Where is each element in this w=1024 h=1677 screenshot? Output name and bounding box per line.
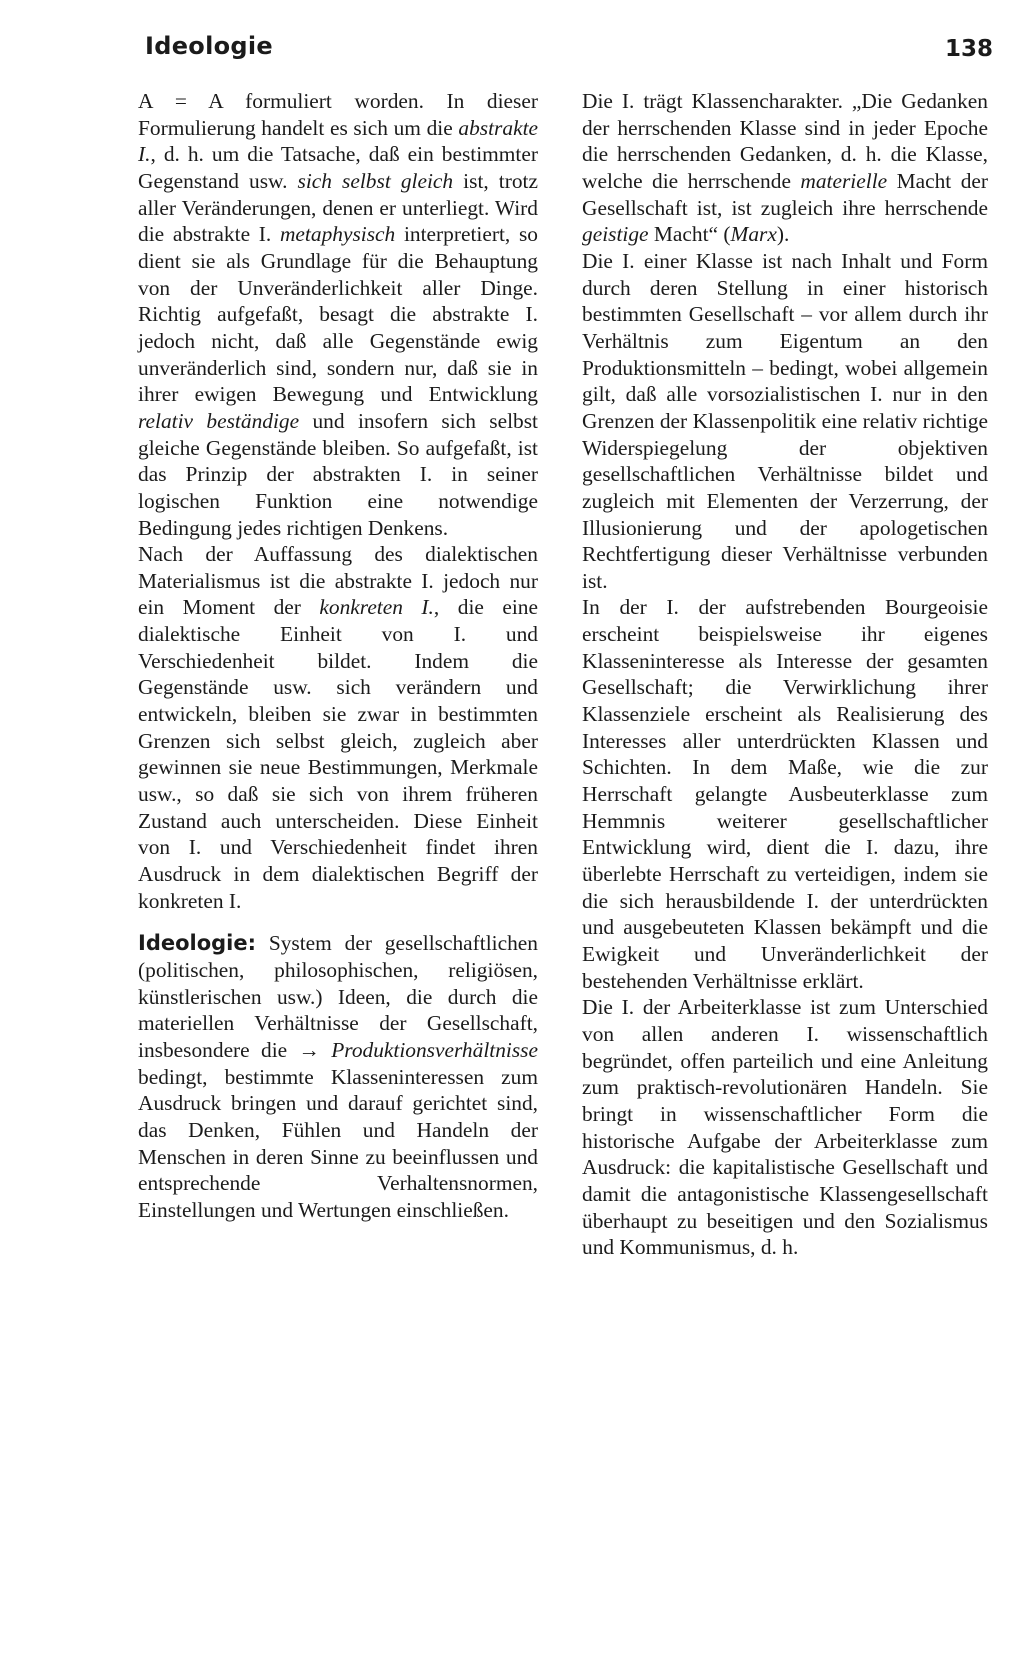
text-run: und insofern sich selbst gleiche Gegenstände bleiben. So aufgefaßt, ist das Prinzip der abstrakten I. in seiner logischen Funktion eine notwendige Bedingung jedes richtigen Denkens. (138, 408, 538, 540)
paragraph-concrete-identity (138, 541, 538, 914)
italic-term: metaphysisch (279, 222, 396, 247)
paragraph-working-class: Die I. der Arbeiterklasse ist zum Unterschied von allen anderen I. wissenschaftlich begründet, offen parteilich und eine Anleitung zum praktisch-revolutionären Handeln. Sie bringt in wissenschaftlicher Form die historische Aufgabe der Arbeiterklasse zum Ausdruck: die kapitalistische Gesellschaft und damit die antagonistische Klassengesellschaft überhaupt zu beseitigen und den Sozialismus und Kommunismus, d. h. (582, 995, 988, 1260)
paragraph-class-character (582, 88, 988, 248)
text-run: , d. h. um die Tatsache, daß ein bestimmter Gegenstand usw. (138, 142, 538, 193)
entry-keyword: Ideologie: (138, 931, 257, 956)
cross-reference-term: Produktionsverhältnisse (331, 1037, 538, 1062)
italic-term: materielle (800, 168, 888, 193)
italic-term: geistige (582, 222, 649, 247)
italic-term: Marx (730, 222, 777, 247)
text-run: System der gesellschaftlichen (politischen, philosophischen, religiösen, künstlerischen usw.) Ideen, die durch die materiellen Verhältnisse der Gesellschaft, insbesondere die (138, 931, 538, 1062)
text-run: ). (776, 222, 790, 247)
text-run: Macht“ ( (648, 222, 731, 247)
text-run: Die I. trägt Klassencharakter. „Die Gedanken der herrschenden Klasse sind in jeder Epoche die herrschenden Gedanken, d. h. die Klasse, welche die herrschende (582, 89, 988, 193)
text-run: Nach der Auffassung des dialektischen Materialismus ist die abstrakte I. jedoch nur ein Moment der (138, 542, 538, 620)
paragraph-class-position: Die I. einer Klasse ist nach Inhalt und Form durch deren Stellung in einer historisch bestimmten Gesellschaft – vor allem durch ihr Verhältnis zum Eigentum an den Produktionsmitteln – bedingt, wobei allgemein gilt, daß alle vorsozialistischen I. nur in den Grenzen der Klassenpolitik eine relativ richtige Widerspiegelung der objektiven gesellschaftlichen Verhältnisse bildet und zugleich mit Elementen der Verzerrung, der Illusionierung und der apologetischen Rechtfertigung dieser Verhältnisse verbunden ist. (582, 248, 988, 593)
text-run: bedingt, bestimmte Klasseninteressen zum Ausdruck bringen und darauf gerichtet sind, das Denken, Fühlen und Handeln der Menschen in deren Sinne zu beeinflussen und entsprechende Verhaltensnormen, Einstellungen und Wertungen einschließen. (138, 1064, 538, 1222)
left-column (138, 88, 538, 1224)
italic-term: konkreten I. (319, 595, 434, 620)
entry-ideologie (138, 930, 538, 1223)
italic-term: abstrakte I. (138, 115, 538, 167)
paragraph-abstract-identity (138, 88, 538, 541)
text-run: A = A formuliert worden. In dieser Formulierung handelt es sich um die (138, 89, 538, 140)
italic-term: sich selbst gleich (297, 168, 454, 193)
text-run: ist, trotz aller Veränderungen, denen er unterliegt. Wird die abstrakte I. (138, 168, 538, 247)
right-column (582, 88, 988, 1261)
running-head: Ideologie (145, 32, 273, 60)
page-number: 138 (944, 36, 993, 62)
cross-reference-arrow-icon: → (298, 1037, 320, 1062)
text-run: Macht der Gesellschaft ist, ist zugleich ihre herrschende (582, 168, 989, 220)
italic-term: relativ beständige (138, 408, 300, 433)
text-run: , die eine dialektische Einheit von I. und Verschiedenheit bildet. Indem die Gegenstände usw. sich verändern und entwickeln, bleiben sie zwar in bestimmten Grenzen sich selbst gleich, zugleich aber gewinnen sie neue Bestimmungen, Merkmale usw., so daß sie sich von ihrem früheren Zustand auch unterscheiden. Diese Einheit von I. und Verschiedenheit findet ihren Ausdruck in dem dialektischen Begriff der konkreten I. (138, 595, 538, 913)
paragraph-bourgeoisie: In der I. der aufstrebenden Bourgeoisie erscheint beispielsweise ihr eigenes Klasseninteresse als Interesse der gesamten Gesellschaft; die Verwirklichung ihrer Klassenziele erscheint als Realisierung des Interesses aller unterdrückten Klassen und Schichten. In dem Maße, wie die zur Herrschaft gelangte Ausbeuterklasse zum Hemmnis weiterer gesellschaftlicher Entwicklung wird, dient die I. dazu, ihre überlebte Herrschaft zu verteidigen, indem sie die sich herausbildende I. der unterdrückten und ausgebeuteten Klassen bekämpft und die Ewigkeit und Unveränderlichkeit der bestehenden Verhältnisse erklärt. (582, 595, 988, 993)
text-run: interpretiert, so dient sie als Grundlage für die Behauptung von der Unveränderlichkeit aller Dinge. Richtig aufgefaßt, besagt die abstrakte I. jedoch nicht, daß alle Gegenstände ewig unveränderlich sind, sondern nur, daß sie in ihrer ewigen Bewegung und Entwicklung (138, 222, 538, 407)
